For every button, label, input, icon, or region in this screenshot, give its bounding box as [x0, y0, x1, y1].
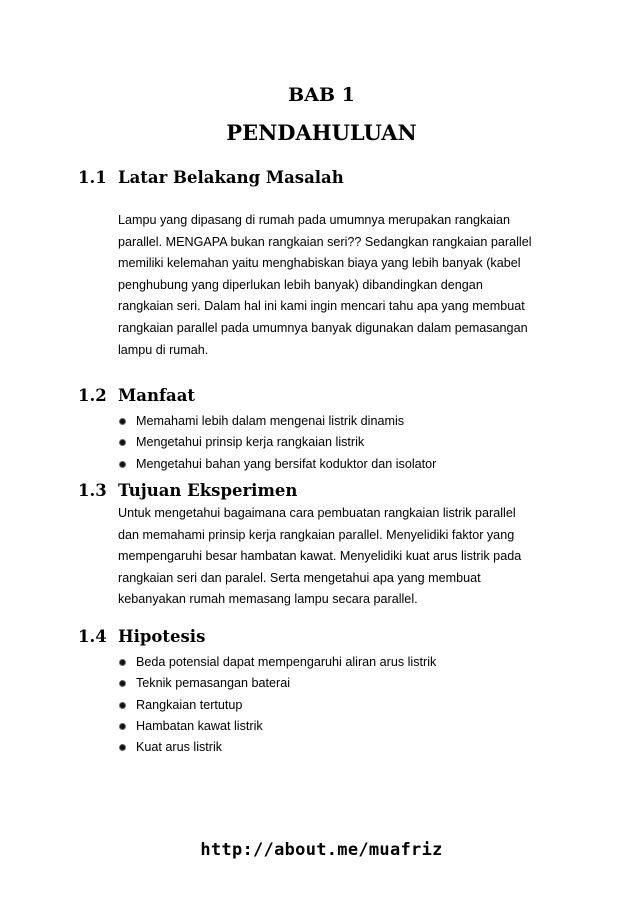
list-item: Rangkaian tertutup: [118, 695, 436, 716]
list-item: Mengetahui prinsip kerja rangkaian listrik: [118, 432, 436, 453]
section-title: Tujuan Eksperimen: [118, 481, 298, 500]
list-item: Teknik pemasangan baterai: [118, 673, 436, 694]
paragraph-line: mempengaruhi besar hambatan kawat. Menyelidiki kuat arus listrik pada: [118, 549, 522, 564]
bullet-icon: [119, 723, 126, 730]
paragraph-line: memiliki kelemahan yaitu menghabiskan biaya yang lebih banyak (kabel: [118, 256, 521, 271]
section-number: 1.3: [78, 481, 107, 500]
section-title: Manfaat: [118, 386, 196, 405]
list-manfaat: [118, 411, 436, 475]
section-title: Hipotesis: [118, 627, 206, 646]
section-heading-1-4: [78, 627, 205, 646]
bullet-icon: [119, 418, 126, 425]
paragraph-line: Lampu yang dipasang di rumah pada umumnya merupakan rangkaian: [118, 213, 511, 227]
bullet-icon: [119, 439, 126, 446]
paragraph-line: dan memahami prinsip kerja rangkaian parallel. Menyelidiki faktor yang: [118, 527, 515, 542]
paragraph-line: rangkaian seri dan paralel. Serta mengetahui apa yang membuat: [118, 570, 481, 585]
section-number: 1.1: [78, 168, 107, 187]
bullet-icon: [119, 744, 126, 751]
paragraph-line: parallel. MENGAPA bukan rangkaian seri?? Sedangkan rangkaian parallel: [118, 234, 532, 249]
paragraph-line: rangkaian parallel pada umumnya banyak digunakan dalam pemasangan: [118, 320, 528, 335]
section-number: 1.4: [78, 627, 107, 646]
paragraph-line: penghubung yang diperlukan lebih banyak) dibandingkan dengan: [118, 277, 483, 292]
footer-url[interactable]: http://about.me/muafriz: [200, 840, 443, 860]
paragraph-line: Untuk mengetahui bagaimana cara pembuatan rangkaian listrik parallel: [118, 506, 516, 520]
bullet-icon: [119, 461, 126, 468]
section-number: 1.2: [78, 386, 107, 405]
list-hipotesis: [118, 652, 436, 758]
list-item: Beda potensial dapat mempengaruhi aliran arus listrik: [118, 652, 436, 673]
section-heading-1-1: [78, 168, 344, 187]
section-heading-1-2: [78, 386, 195, 405]
bullet-icon: [119, 702, 126, 709]
list-item: Hambatan kawat listrik: [118, 716, 436, 737]
bullet-icon: [119, 680, 126, 687]
paragraph-tujuan: [118, 503, 578, 611]
chapter-title: PENDAHULUAN: [226, 120, 417, 145]
paragraph-latar-belakang: [118, 210, 578, 361]
bullet-icon: [119, 659, 126, 666]
list-item: Kuat arus listrik: [118, 737, 436, 758]
list-item: Memahami lebih dalam mengenai listrik dinamis: [118, 411, 436, 432]
chapter-number: BAB 1: [288, 84, 355, 106]
list-item: Mengetahui bahan yang bersifat koduktor dan isolator: [118, 454, 436, 475]
section-heading-1-3: [78, 481, 297, 500]
paragraph-line: lampu di rumah.: [118, 342, 209, 357]
paragraph-line: rangkaian seri. Dalam hal ini kami ingin mencari tahu apa yang membuat: [118, 299, 525, 314]
section-title: Latar Belakang Masalah: [118, 168, 344, 187]
paragraph-line: kebanyakan rumah memasang lampu secara parallel.: [118, 592, 418, 607]
